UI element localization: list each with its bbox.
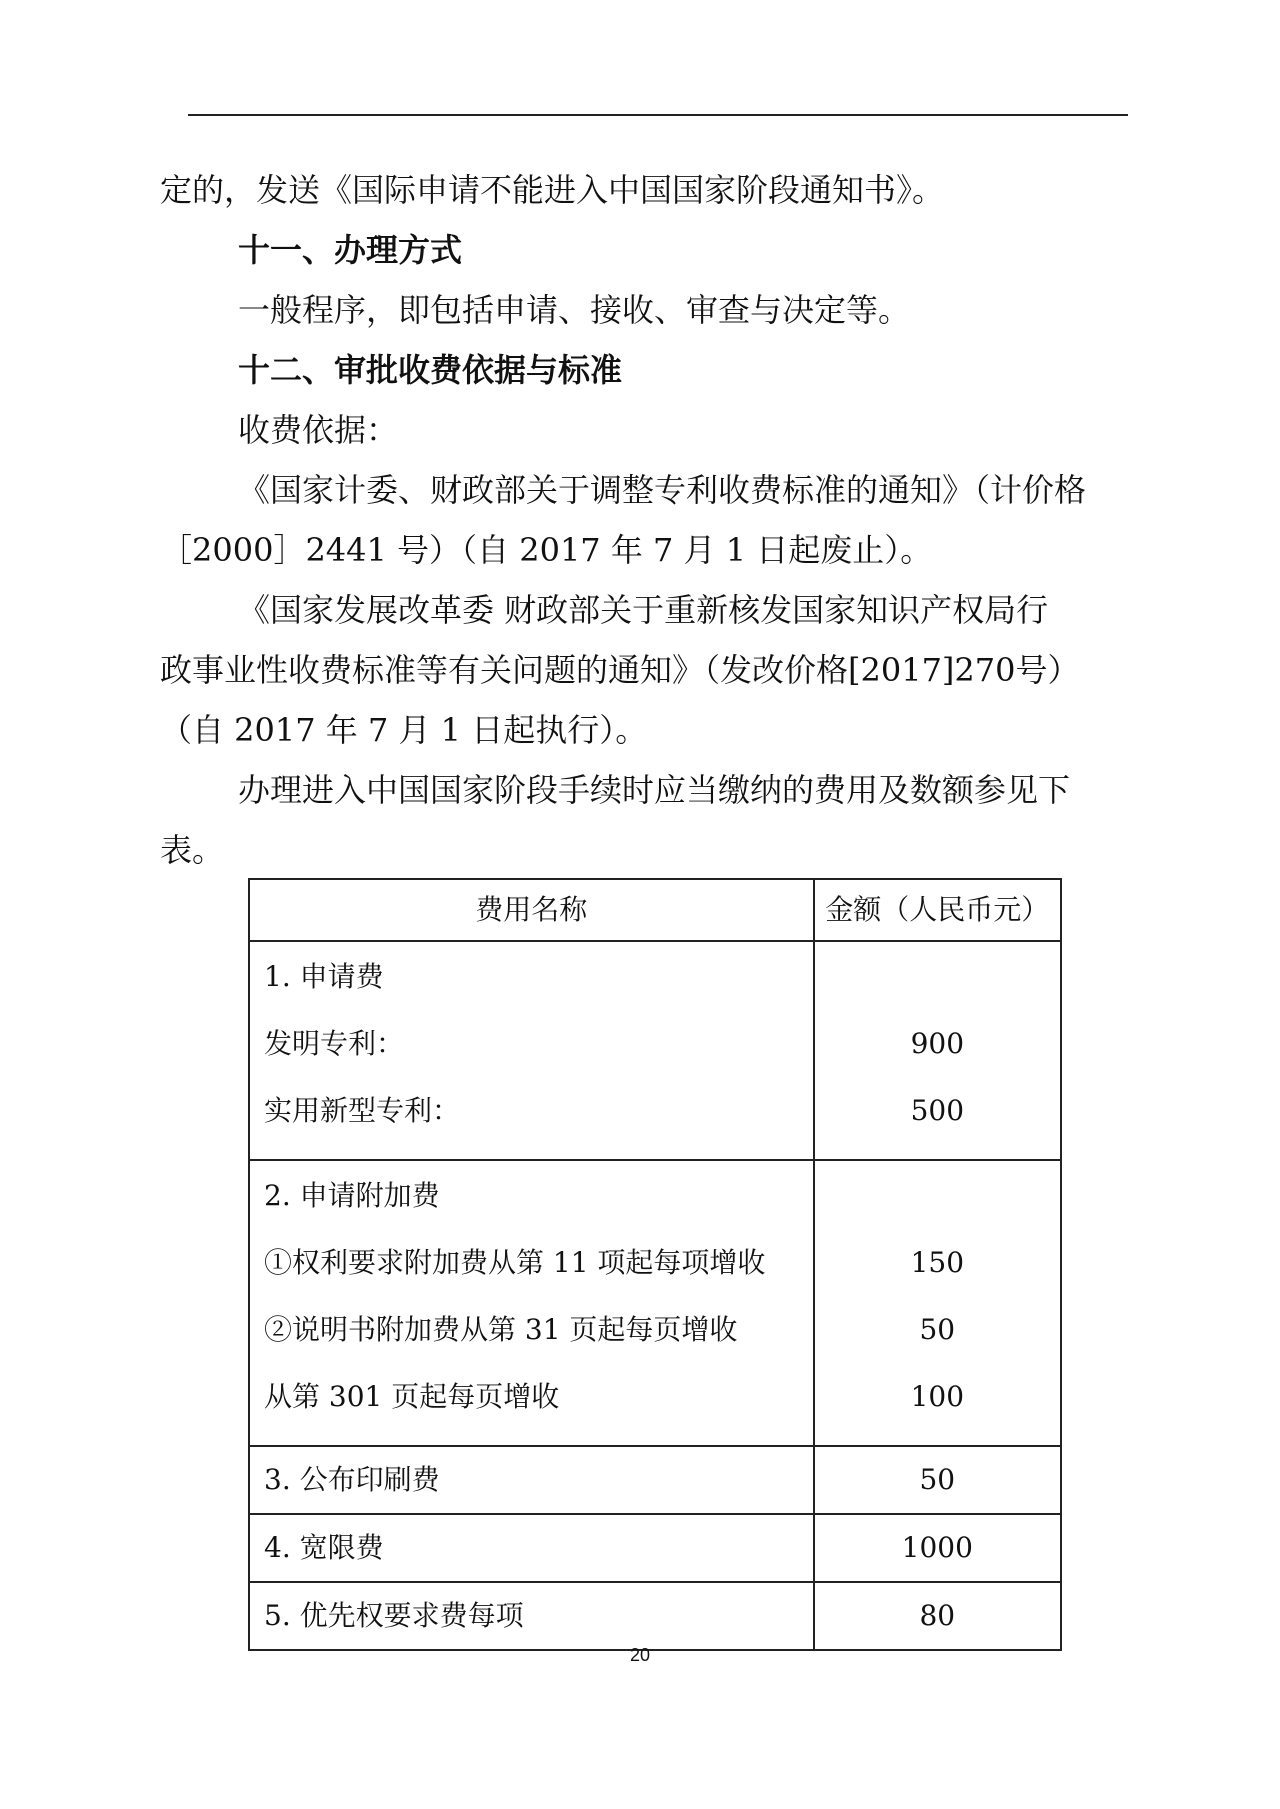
section-heading-11: 十一、办理方式: [238, 231, 463, 269]
table-row: [249, 1514, 1061, 1582]
page-number: 20: [629, 1645, 651, 1665]
header-rule: [188, 114, 1128, 116]
fee-item: 2. 申请附加费: [264, 1179, 440, 1212]
fee-item: ①权利要求附加费从第 11 项起每项增收: [264, 1246, 766, 1279]
fee-item: 1. 申请费: [264, 960, 384, 993]
table-row: [249, 1160, 1061, 1446]
table-row: [249, 1446, 1061, 1514]
fee-amount: 100: [910, 1380, 965, 1413]
paragraph-line: 表。: [160, 831, 225, 869]
fee-item: 3. 公布印刷费: [249, 1446, 814, 1514]
fee-item: 发明专利：: [264, 1027, 405, 1060]
fee-amount: 80: [814, 1582, 1061, 1650]
paragraph-line: （自 2017 年 7 月 1 日起执行）。: [160, 711, 648, 749]
fee-amount: 900: [910, 1027, 965, 1060]
section-heading-12: 十二、审批收费依据与标准: [238, 351, 623, 389]
fee-amount: 50: [919, 1313, 956, 1346]
header-amount: 金额（人民币元）: [814, 879, 1061, 941]
fee-amount: 1000: [814, 1514, 1061, 1582]
paragraph-line: ［2000］2441 号）（自 2017 年 7 月 1 日起废止）。: [160, 531, 933, 569]
fee-item: 5. 优先权要求费每项: [249, 1582, 814, 1650]
fee-table: [248, 878, 1062, 1651]
paragraph-line: 《国家发展改革委 财政部关于重新核发国家知识产权局行: [238, 591, 1049, 629]
paragraph-line: 收费依据：: [238, 411, 399, 449]
paragraph-line: 政事业性收费标准等有关问题的通知》（发改价格[2017]270号）: [160, 651, 1080, 689]
table-header-row: [249, 879, 1061, 941]
fee-item: 从第 301 页起每页增收: [264, 1380, 560, 1413]
header-fee-name: 费用名称: [249, 879, 814, 941]
table-row: [249, 941, 1061, 1160]
fee-amount: 500: [910, 1094, 965, 1127]
paragraph-line: 一般程序，即包括申请、接收、审查与决定等。: [238, 291, 911, 329]
fee-item: 4. 宽限费: [249, 1514, 814, 1582]
fee-item: 实用新型专利：: [264, 1094, 461, 1127]
fee-amount: [815, 1171, 1060, 1238]
fee-amount: 50: [814, 1446, 1061, 1514]
paragraph-line: 办理进入中国国家阶段手续时应当缴纳的费用及数额参见下: [238, 771, 1071, 809]
fee-amount: [815, 952, 1060, 1019]
paragraph-line: 定的，发送《国际申请不能进入中国国家阶段通知书》。: [160, 171, 945, 209]
table-row: [249, 1582, 1061, 1650]
fee-item: ②说明书附加费从第 31 页起每页增收: [264, 1313, 738, 1346]
fee-amount: 150: [910, 1246, 965, 1279]
paragraph-line: 《国家计委、财政部关于调整专利收费标准的通知》（计价格: [238, 471, 1087, 509]
